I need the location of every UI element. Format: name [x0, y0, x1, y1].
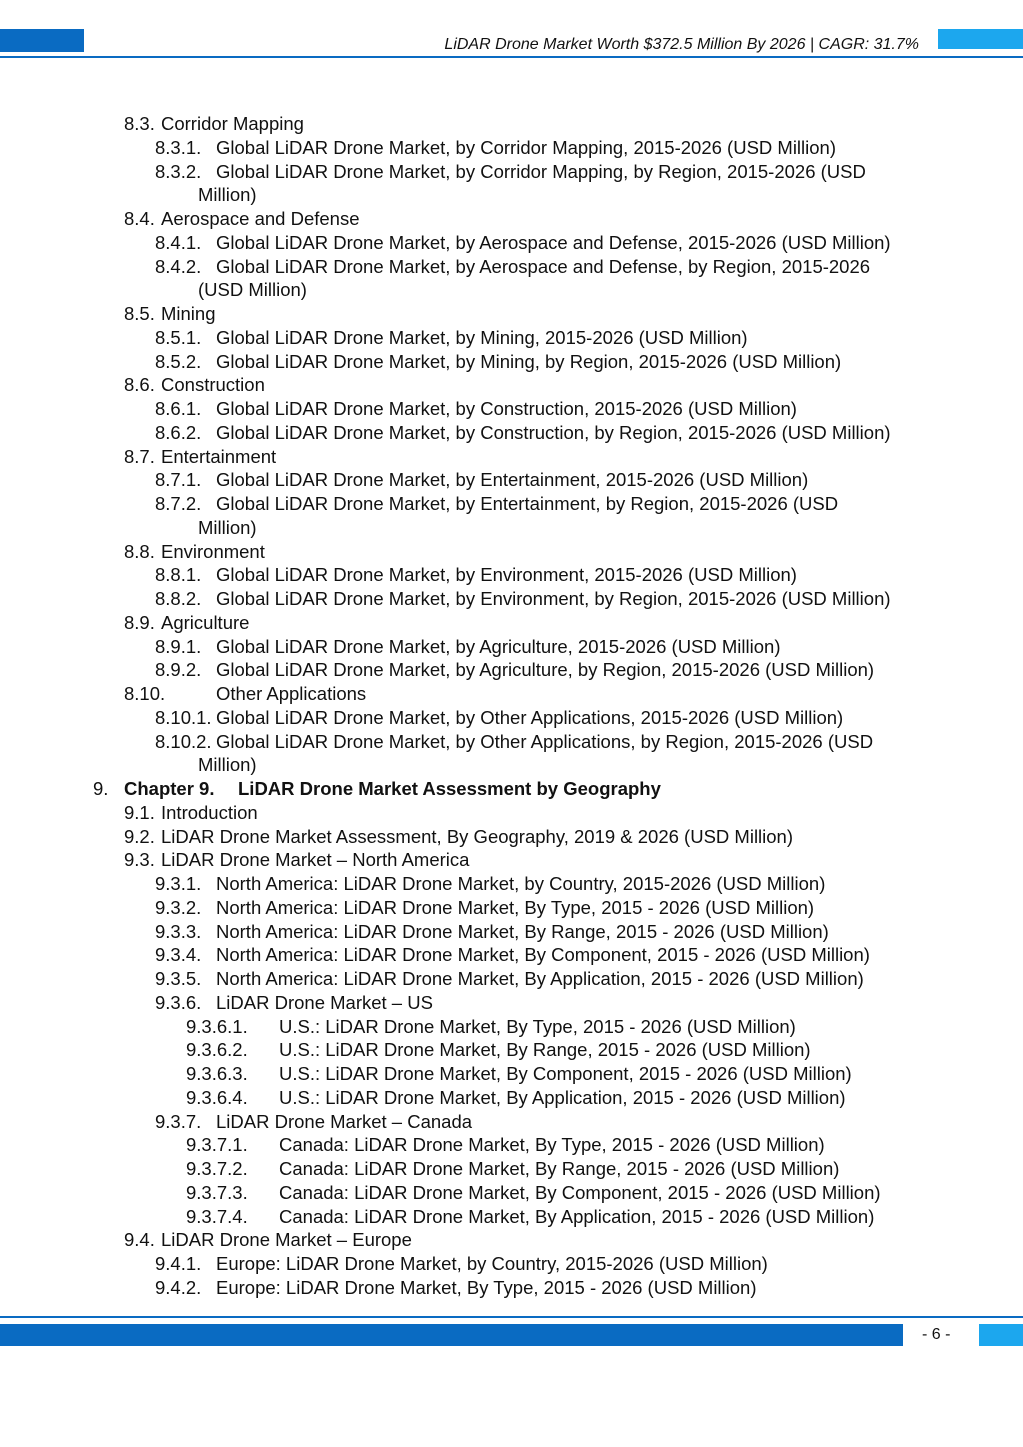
toc-entry-title: Canada: LiDAR Drone Market, By Range, 2015 - 2026 (USD Million)	[279, 1158, 840, 1179]
toc-entry-title: Corridor Mapping	[161, 113, 304, 134]
toc-entry-title: North America: LiDAR Drone Market, By Range, 2015 - 2026 (USD Million)	[216, 921, 829, 942]
toc-entry-number: 9.4.	[124, 1229, 155, 1250]
toc-entry-title: U.S.: LiDAR Drone Market, By Range, 2015 - 2026 (USD Million)	[279, 1039, 811, 1060]
toc-entry-title: LiDAR Drone Market – Canada	[216, 1111, 473, 1132]
toc-entry-title: Global LiDAR Drone Market, by Environment, 2015-2026 (USD Million)	[216, 564, 797, 585]
toc-entry-number: 8.4.1.	[155, 232, 202, 253]
toc-entry-title: Europe: LiDAR Drone Market, by Country, 2015-2026 (USD Million)	[216, 1253, 768, 1274]
toc-entry-title: North America: LiDAR Drone Market, by Country, 2015-2026 (USD Million)	[216, 873, 826, 894]
toc-entry-title: North America: LiDAR Drone Market, By Type, 2015 - 2026 (USD Million)	[216, 897, 815, 918]
toc-entry-number: 8.10.2.	[155, 731, 212, 752]
toc-entry-title: Global LiDAR Drone Market, by Agriculture, by Region, 2015-2026 (USD Million)	[216, 659, 875, 680]
toc-entry-number: 8.7.1.	[155, 469, 202, 490]
toc-entry-number: 8.4.	[124, 208, 155, 229]
toc-entry-title: Global LiDAR Drone Market, by Environment, by Region, 2015-2026 (USD Million)	[216, 588, 891, 609]
toc-entry-number: 9.1.	[124, 802, 155, 823]
toc-entry-number: 9.3.2.	[155, 897, 202, 918]
toc-entry-title: (USD Million)	[198, 279, 307, 300]
toc-entry-number: 9.4.2.	[155, 1277, 202, 1298]
toc-entry-number: 9.3.6.4.	[186, 1087, 248, 1108]
toc-entry-number: 8.3.1.	[155, 137, 202, 158]
toc-entry-number: 8.3.2.	[155, 161, 202, 182]
toc-entry-number: 8.8.2.	[155, 588, 202, 609]
toc-entry-title: Global LiDAR Drone Market, by Other Applications, 2015-2026 (USD Million)	[216, 707, 844, 728]
header-accent-left	[0, 29, 84, 52]
footer-rule	[0, 1316, 1023, 1318]
toc-entry-number: 9.3.7.3.	[186, 1182, 248, 1203]
toc-entry-title: Mining	[161, 303, 216, 324]
toc-entry-number: 8.9.	[124, 612, 155, 633]
toc-entry-title: Global LiDAR Drone Market, by Mining, by Region, 2015-2026 (USD Million)	[216, 351, 842, 372]
chapter-title: LiDAR Drone Market Assessment by Geography	[238, 778, 661, 799]
toc-entry-title: Global LiDAR Drone Market, by Entertainment, 2015-2026 (USD Million)	[216, 469, 809, 490]
toc-entry-number: 9.3.4.	[155, 944, 202, 965]
toc-entry-title: Agriculture	[161, 612, 250, 633]
header-title: LiDAR Drone Market Worth $372.5 Million By 2026 | CAGR: 31.7%	[444, 36, 919, 53]
toc-entry-number: 9.3.5.	[155, 968, 202, 989]
toc-entry-number: 9.3.6.2.	[186, 1039, 248, 1060]
header-accent-right	[938, 29, 1023, 49]
toc-entry-title: North America: LiDAR Drone Market, By Component, 2015 - 2026 (USD Million)	[216, 944, 870, 965]
toc-entry-title: Introduction	[161, 802, 258, 823]
toc-entry-title: Million)	[198, 184, 257, 205]
toc-entry-title: Entertainment	[161, 446, 277, 467]
toc-entry-number: 8.6.	[124, 374, 155, 395]
toc-entry-title: Million)	[198, 754, 257, 775]
toc-entry-title: Construction	[161, 374, 265, 395]
toc-entry-title: LiDAR Drone Market Assessment, By Geography, 2019 & 2026 (USD Million)	[161, 826, 794, 847]
footer-bar	[0, 1324, 903, 1346]
toc-entry-number: 9.3.3.	[155, 921, 202, 942]
toc-entry-title: Global LiDAR Drone Market, by Aerospace and Defense, by Region, 2015-2026	[216, 256, 871, 277]
toc-entry-number: 8.8.	[124, 541, 155, 562]
toc-entry-number: 8.8.1.	[155, 564, 202, 585]
toc-entry-title: Global LiDAR Drone Market, by Construction, 2015-2026 (USD Million)	[216, 398, 797, 419]
toc-entry-number: 8.5.1.	[155, 327, 202, 348]
toc-entry-number: 9.3.7.	[155, 1111, 202, 1132]
toc-entry-title: Global LiDAR Drone Market, by Agriculture, 2015-2026 (USD Million)	[216, 636, 781, 657]
toc-entry-title: Global LiDAR Drone Market, by Aerospace and Defense, 2015-2026 (USD Million)	[216, 232, 891, 253]
toc-entry-title: Global LiDAR Drone Market, by Corridor Mapping, 2015-2026 (USD Million)	[216, 137, 837, 158]
toc-entry-title: Global LiDAR Drone Market, by Entertainment, by Region, 2015-2026 (USD	[216, 493, 839, 514]
toc-entry-title: Global LiDAR Drone Market, by Construction, by Region, 2015-2026 (USD Million)	[216, 422, 891, 443]
toc-entry-number: 8.3.	[124, 113, 155, 134]
toc-entry-number: 9.3.6.1.	[186, 1016, 248, 1037]
toc-entry-number: 8.5.2.	[155, 351, 202, 372]
toc-entry-number: 9.3.7.4.	[186, 1206, 248, 1227]
toc-entry-number: 8.5.	[124, 303, 155, 324]
toc-entry-title: Aerospace and Defense	[161, 208, 360, 229]
toc-entry-title: North America: LiDAR Drone Market, By Application, 2015 - 2026 (USD Million)	[216, 968, 864, 989]
toc-entry-number: 8.6.2.	[155, 422, 202, 443]
footer-accent-right	[979, 1324, 1023, 1346]
toc-entry-number: 8.7.	[124, 446, 155, 467]
toc-entry-title: Other Applications	[216, 683, 367, 704]
toc-entry-title: LiDAR Drone Market – Europe	[161, 1229, 412, 1250]
toc-entry-number: 8.4.2.	[155, 256, 202, 277]
toc-entry-number: 9.3.7.1.	[186, 1134, 248, 1155]
toc-entry-number: 9.3.1.	[155, 873, 202, 894]
toc-entry-title: Global LiDAR Drone Market, by Other Applications, by Region, 2015-2026 (USD	[216, 731, 874, 752]
toc-entry-number: 9.2.	[124, 826, 155, 847]
toc-entry-title: Canada: LiDAR Drone Market, By Component, 2015 - 2026 (USD Million)	[279, 1182, 881, 1203]
toc-entry-title: Global LiDAR Drone Market, by Corridor Mapping, by Region, 2015-2026 (USD	[216, 161, 866, 182]
page-number: - 6 -	[922, 1326, 951, 1343]
toc-entry-title: Europe: LiDAR Drone Market, By Type, 2015 - 2026 (USD Million)	[216, 1277, 757, 1298]
toc-entry-title: Million)	[198, 517, 257, 538]
toc-entry-number: 9.3.6.	[155, 992, 202, 1013]
toc-entry-number: 9.3.6.3.	[186, 1063, 248, 1084]
toc-entry-number: 9.3.7.2.	[186, 1158, 248, 1179]
toc-entry-number: 9.	[93, 778, 109, 799]
toc-entry-title: Canada: LiDAR Drone Market, By Application, 2015 - 2026 (USD Million)	[279, 1206, 875, 1227]
toc-entry-number: 9.4.1.	[155, 1253, 202, 1274]
chapter-label: Chapter 9.	[124, 778, 215, 799]
toc-entry-number: 8.10.	[124, 683, 166, 704]
toc-entry-number: 8.10.1.	[155, 707, 212, 728]
toc-entry-title: Environment	[161, 541, 265, 562]
toc-entry-number: 8.9.1.	[155, 636, 202, 657]
toc-entry-title: U.S.: LiDAR Drone Market, By Type, 2015 - 2026 (USD Million)	[279, 1016, 796, 1037]
toc-entry-number: 9.3.	[124, 849, 155, 870]
toc-entry-title: U.S.: LiDAR Drone Market, By Component, 2015 - 2026 (USD Million)	[279, 1063, 852, 1084]
toc-entry-title: LiDAR Drone Market – North America	[161, 849, 470, 870]
toc-entry-title: Canada: LiDAR Drone Market, By Type, 2015 - 2026 (USD Million)	[279, 1134, 825, 1155]
toc-entry-title: U.S.: LiDAR Drone Market, By Application, 2015 - 2026 (USD Million)	[279, 1087, 846, 1108]
header-rule	[0, 56, 1023, 58]
toc-entry-number: 8.6.1.	[155, 398, 202, 419]
toc-entry-title: LiDAR Drone Market – US	[216, 992, 433, 1013]
toc-entry-number: 8.7.2.	[155, 493, 202, 514]
toc-entry-title: Global LiDAR Drone Market, by Mining, 2015-2026 (USD Million)	[216, 327, 748, 348]
toc-entry-number: 8.9.2.	[155, 659, 202, 680]
